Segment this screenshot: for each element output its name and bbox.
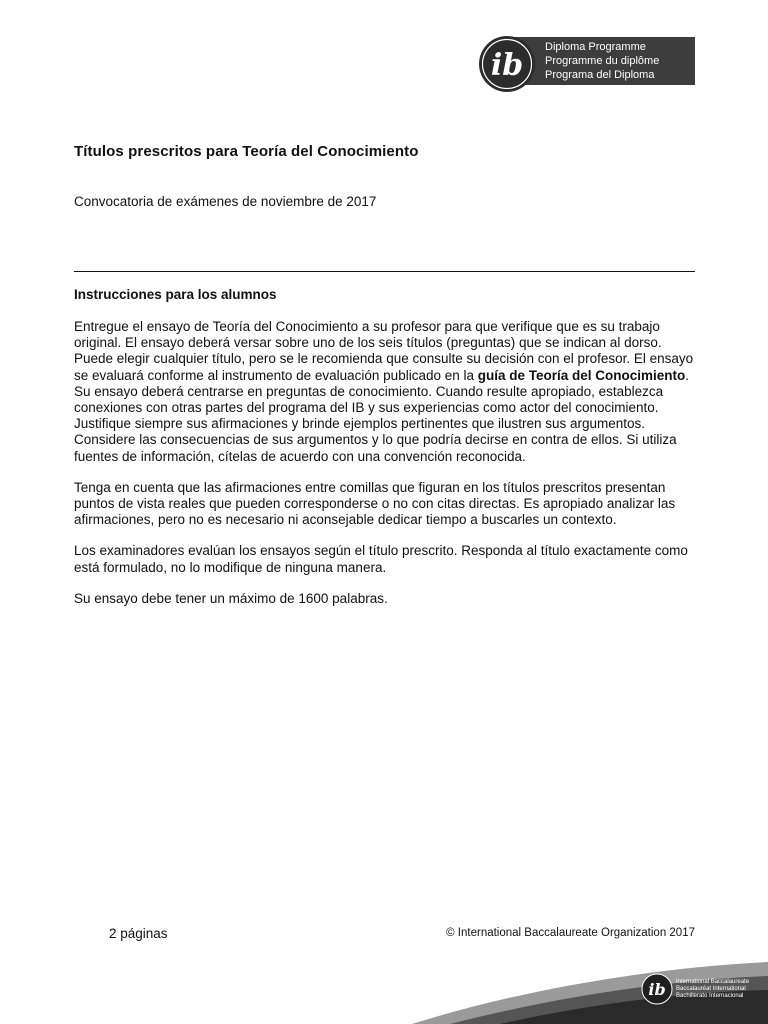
ib-organization-logo bbox=[640, 972, 768, 1008]
page-title: Títulos prescritos para Teoría del Conocimiento bbox=[74, 143, 419, 160]
divider bbox=[74, 271, 695, 272]
svg-text:Baccalauréat International: Baccalauréat International bbox=[676, 986, 746, 992]
instructions-paragraph-2: Tenga en cuenta que las afirmaciones entre comillas que figuran en los títulos prescritos presentan puntos de vista reales que pueden corresponderse o no con citas directas. Es apropiado analizar las afirmaciones, pero no es necesario ni aconsejable dedicar tiempo a buscarles un contexto. bbox=[74, 479, 676, 528]
svg-text:Diploma Programme: Diploma Programme bbox=[545, 41, 646, 53]
copyright-notice: © International Baccalaureate Organization 2017 bbox=[446, 927, 695, 939]
instructions-paragraph-4: Su ensayo debe tener un máximo de 1600 palabras. bbox=[74, 590, 388, 606]
exam-session: Convocatoria de exámenes de noviembre de 2017 bbox=[74, 194, 377, 209]
svg-text:Programme du diplôme: Programme du diplôme bbox=[545, 55, 660, 67]
svg-text:ib: ib bbox=[490, 48, 524, 83]
instructions-paragraph-3: Los examinadores evalúan los ensayos según el título prescrito. Responda al título exactamente como está formulado, no lo modifique de ninguna manera. bbox=[74, 543, 688, 575]
ib-diploma-programme-logo bbox=[476, 35, 698, 93]
instructions-heading: Instrucciones para los alumnos bbox=[74, 287, 277, 302]
svg-text:Bachillerato Internacional: Bachillerato Internacional bbox=[676, 993, 744, 999]
page-count: 2 páginas bbox=[109, 926, 168, 941]
svg-text:ib: ib bbox=[648, 980, 666, 999]
instructions-body bbox=[74, 319, 696, 622]
instructions-paragraph-1: Entregue el ensayo de Teoría del Conocimiento a su profesor para que verifique que es su trabajo original. El ensayo deberá versar sobre uno de los seis títulos (preguntas) que se indican al dorso. Puede elegir cualquier título, pero se le recomienda que consulte su decisión con el profesor. El ensayo se evaluará conforme al instrumento de evaluación publicado en la guía de Teoría del Conocimiento. Su ensayo deberá centrarse en preguntas de conocimiento. Cuando resulte apropiado, establezca conexiones con otras partes del programa del IB y sus experiencias como actor del conocimiento. Justifique siempre sus afirmaciones y brinde ejemplos pertinentes que ilustren sus argumentos. Considere las consecuencias de sus argumentos y lo que podría decirse en contra de ellos. Si utiliza fuentes de información, cítelas de acuerdo con una convención reconocida. bbox=[74, 319, 694, 464]
svg-text:International Baccalaureate: International Baccalaureate bbox=[676, 979, 750, 985]
svg-text:Programa del Diploma: Programa del Diploma bbox=[545, 69, 655, 81]
guide-reference: guía de Teoría del Conocimiento bbox=[477, 367, 686, 383]
